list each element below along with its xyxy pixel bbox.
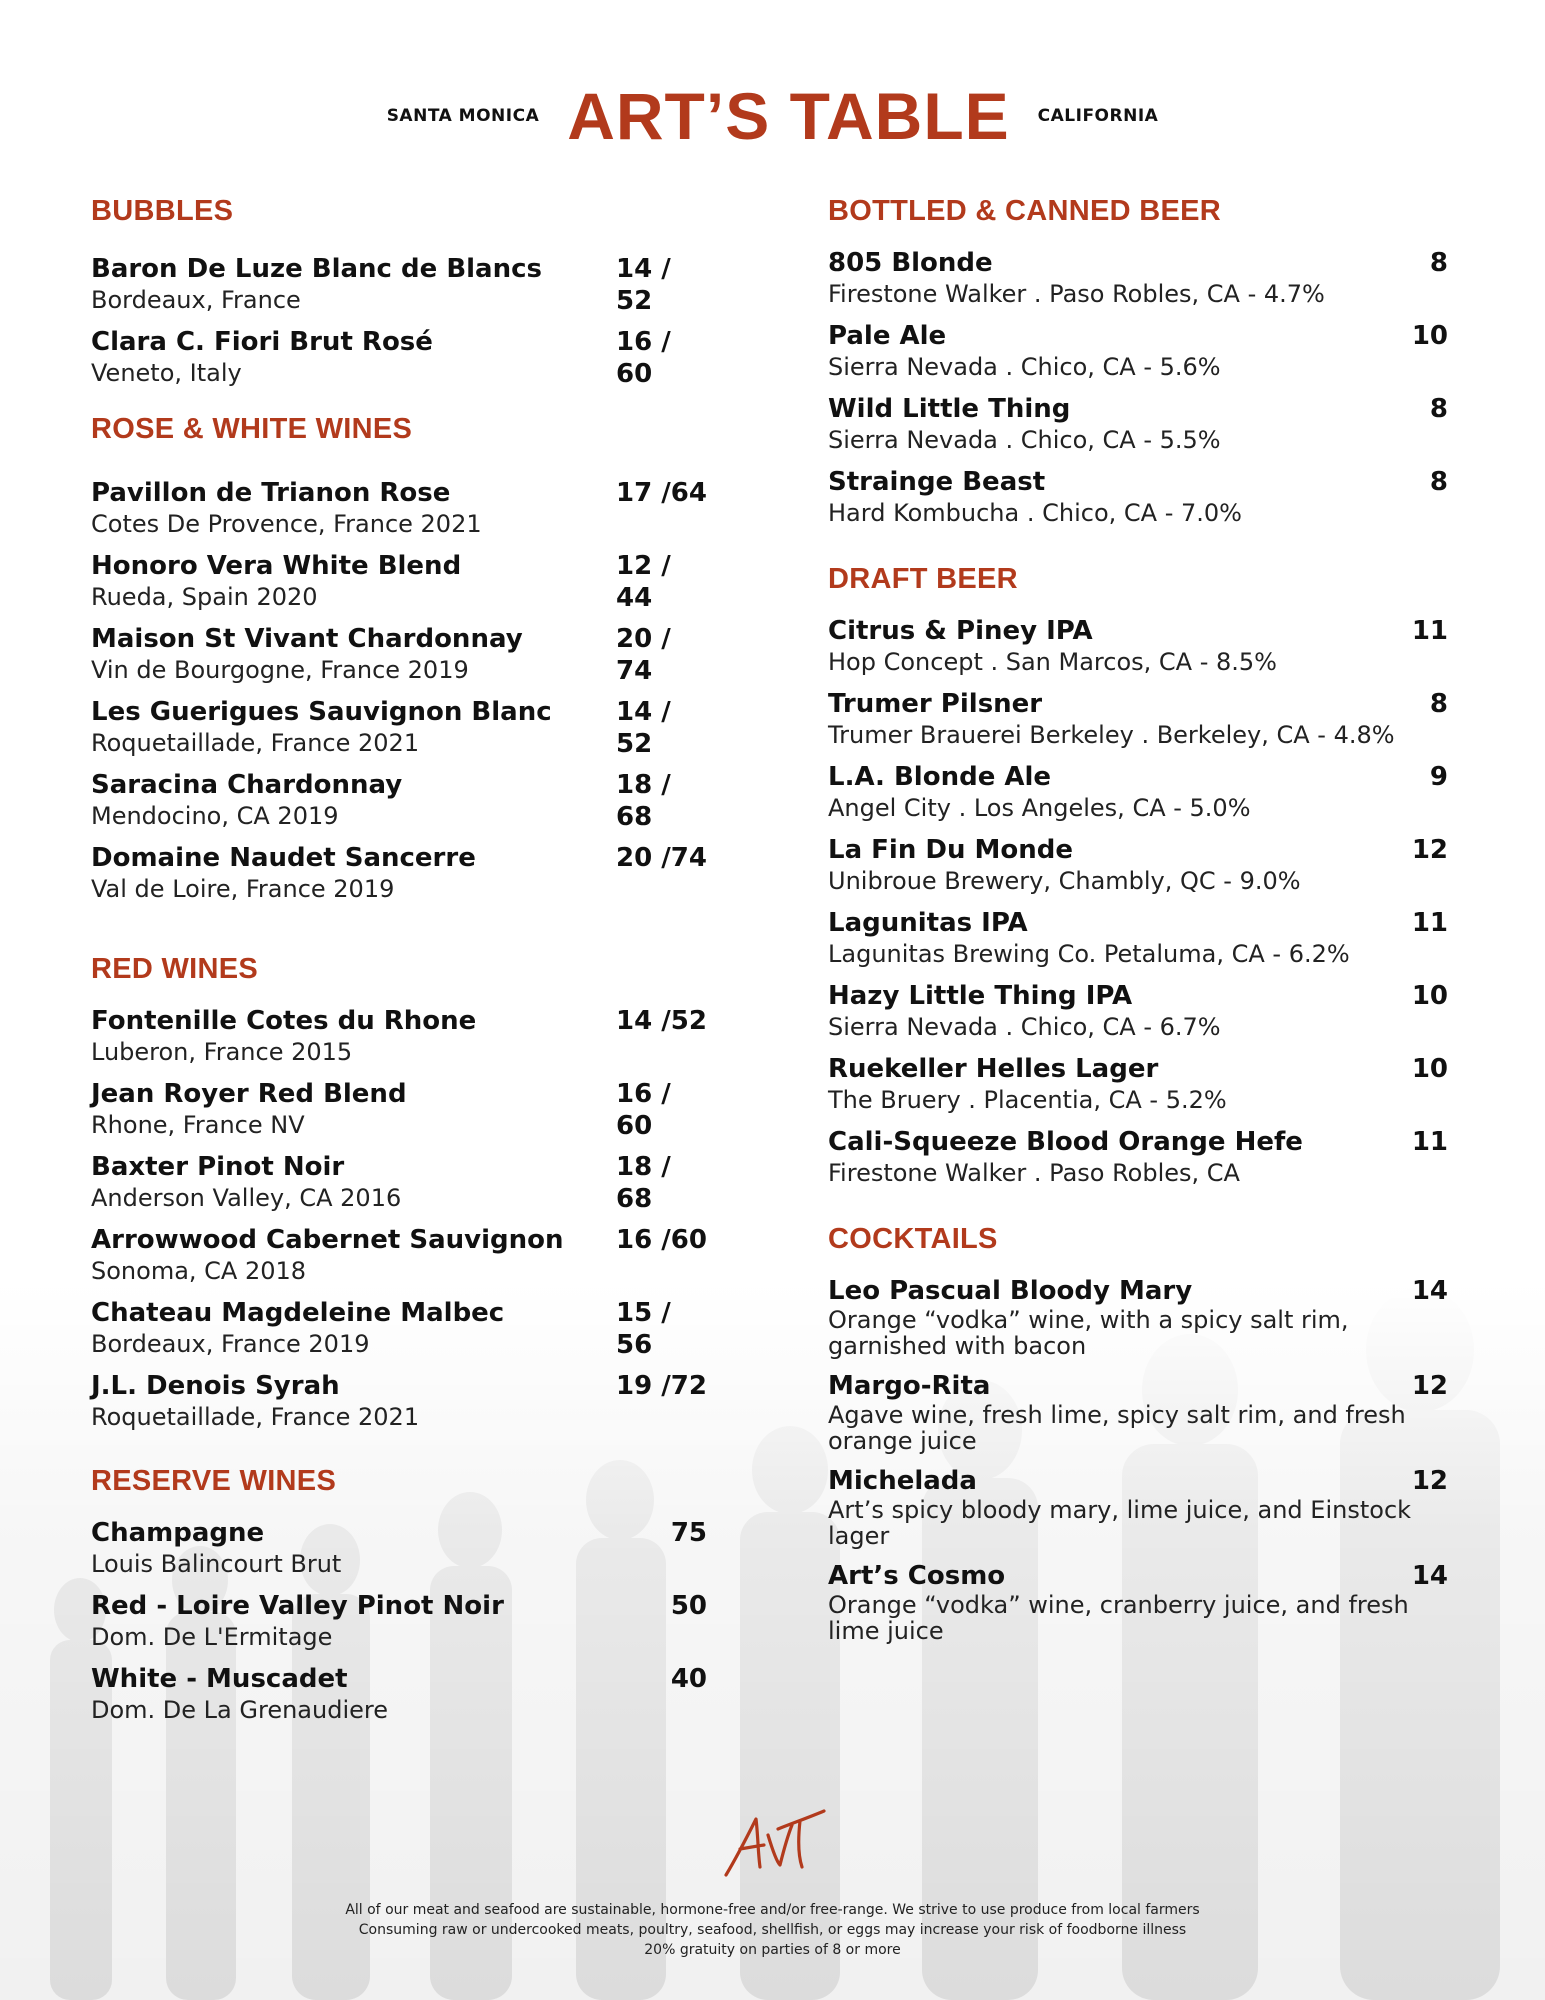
menu-item [828, 1053, 1448, 1115]
item-name: Domaine Naudet Sancerre [91, 843, 476, 873]
menu-item [828, 466, 1448, 528]
item-price: 8 [1429, 689, 1448, 719]
menu-item [91, 1224, 707, 1286]
item-name: Saracina Chardonnay [91, 770, 403, 800]
item-price: 10 [1411, 981, 1448, 1011]
item-desc: Agave wine, fresh lime, spicy salt rim, and fresh orange juice [828, 1401, 1406, 1455]
menu-item [828, 834, 1448, 896]
menu-item [828, 1560, 1448, 1644]
menu-item [91, 1590, 707, 1652]
item-desc: Angel City . Los Angeles, CA - 5.0% [828, 794, 1251, 822]
item-name: Margo-Rita [828, 1371, 991, 1401]
item-price: 12 [1411, 835, 1448, 865]
item-price: 11 [1411, 1127, 1448, 1157]
menu-item [828, 1275, 1448, 1359]
menu-item [91, 253, 707, 315]
item-name: Baron De Luze Blanc de Blancs [91, 254, 542, 284]
item-name: Baxter Pinot Noir [91, 1152, 345, 1182]
footer-notes [0, 1900, 1545, 1960]
item-price: 75 [670, 1518, 707, 1548]
item-name: Leo Pascual Bloody Mary [828, 1276, 1193, 1306]
item-desc: Dom. De L'Ermitage [91, 1623, 333, 1651]
item-name: Pale Ale [828, 321, 947, 351]
item-name: Arrowwood Cabernet Sauvignon [91, 1225, 564, 1255]
menu-item [91, 842, 707, 904]
item-name: White - Muscadet [91, 1664, 348, 1694]
item-price: 18 / 68 [616, 770, 671, 832]
item-desc: Sierra Nevada . Chico, CA - 5.6% [828, 353, 1221, 381]
item-desc: Sierra Nevada . Chico, CA - 5.5% [828, 426, 1221, 454]
item-price: 17 /64 [616, 478, 707, 508]
item-price: 20 / 74 [616, 624, 671, 686]
item-desc: Roquetaillade, France 2021 [91, 1403, 420, 1431]
item-price: 16 / 60 [616, 327, 671, 389]
item-desc: Unibroue Brewery, Chambly, QC - 9.0% [828, 867, 1301, 895]
menu-item [828, 615, 1448, 677]
item-price: 14 / 52 [616, 254, 671, 316]
item-price: 11 [1411, 908, 1448, 938]
item-price: 50 [670, 1591, 707, 1621]
item-name: Wild Little Thing [828, 394, 1071, 424]
item-price: 14 /52 [616, 1006, 707, 1036]
item-name: Maison St Vivant Chardonnay [91, 624, 523, 654]
item-price: 14 [1411, 1561, 1448, 1591]
footer-line-health-warning: Consuming raw or undercooked meats, poultry, seafood, shellfish, or eggs may increase your risk of foodborne illness [358, 1922, 1187, 1938]
item-desc: Vin de Bourgogne, France 2019 [91, 656, 469, 684]
menu-item [828, 1465, 1448, 1549]
menu-item [91, 1517, 707, 1579]
item-desc: Dom. De La Grenaudiere [91, 1696, 388, 1724]
item-price: 18 / 68 [616, 1152, 671, 1214]
item-price: 40 [670, 1664, 707, 1694]
menu-item [91, 1005, 707, 1067]
item-price: 10 [1411, 1054, 1448, 1084]
item-name: Red - Loire Valley Pinot Noir [91, 1591, 504, 1621]
item-desc: Lagunitas Brewing Co. Petaluma, CA - 6.2% [828, 940, 1350, 968]
item-desc: Bordeaux, France 2019 [91, 1330, 370, 1358]
item-desc: Firestone Walker . Paso Robles, CA [828, 1159, 1240, 1187]
item-desc: Bordeaux, France [91, 286, 301, 314]
section-title-draft-beer: DRAFT BEER [828, 563, 1018, 595]
location-right: CALIFORNIA [1037, 106, 1159, 126]
item-price: 11 [1411, 616, 1448, 646]
item-name: Trumer Pilsner [828, 689, 1043, 719]
menu-item [91, 477, 707, 539]
menu-item [828, 320, 1448, 382]
item-price: 9 [1429, 762, 1448, 792]
menu-item [828, 761, 1448, 823]
item-price: 14 / 52 [616, 697, 671, 759]
item-price: 12 / 44 [616, 551, 671, 613]
menu-item [828, 1126, 1448, 1188]
item-name: Michelada [828, 1466, 977, 1496]
item-name: Ruekeller Helles Lager [828, 1054, 1159, 1084]
item-name: Honoro Vera White Blend [91, 551, 462, 581]
item-price: 10 [1411, 321, 1448, 351]
item-price: 12 [1411, 1371, 1448, 1401]
menu-item [91, 1663, 707, 1725]
item-name: Fontenille Cotes du Rhone [91, 1006, 477, 1036]
item-name: Art’s Cosmo [828, 1561, 1006, 1591]
item-desc: Rueda, Spain 2020 [91, 583, 318, 611]
left-column [91, 195, 707, 1736]
item-name: Champagne [91, 1518, 265, 1548]
section-title-rose-white: ROSE & WHITE WINES [91, 413, 413, 445]
item-name: J.L. Denois Syrah [91, 1371, 340, 1401]
item-price: 12 [1411, 1466, 1448, 1496]
item-desc: Trumer Brauerei Berkeley . Berkeley, CA - 4.8% [828, 721, 1395, 749]
menu-item [828, 247, 1448, 309]
item-desc: Val de Loire, France 2019 [91, 875, 395, 903]
footer-line-sourcing: All of our meat and seafood are sustainable, hormone-free and/or free-range. We strive to use produce from local farmers [345, 1902, 1200, 1918]
item-name: Les Guerigues Sauvignon Blanc [91, 697, 552, 727]
item-desc: Art’s spicy bloody mary, lime juice, and Einstock lager [828, 1496, 1412, 1550]
item-name: Clara C. Fiori Brut Rosé [91, 327, 433, 357]
art-signature-icon [718, 1805, 830, 1883]
section-title-cocktails: COCKTAILS [828, 1223, 998, 1255]
restaurant-title: ART’S TABLE [567, 79, 1010, 153]
menu-item [91, 326, 707, 388]
item-desc: Cotes De Provence, France 2021 [91, 510, 482, 538]
menu-item [91, 1297, 707, 1359]
item-name: Pavillon de Trianon Rose [91, 478, 451, 508]
item-desc: Firestone Walker . Paso Robles, CA - 4.7% [828, 280, 1325, 308]
item-desc: Veneto, Italy [91, 359, 242, 387]
item-desc: Sonoma, CA 2018 [91, 1257, 307, 1285]
menu-item [91, 696, 707, 758]
item-price: 8 [1429, 248, 1448, 278]
menu-item [828, 980, 1448, 1042]
menu-item [91, 1078, 707, 1140]
item-desc: Mendocino, CA 2019 [91, 802, 339, 830]
section-title-reserve: RESERVE WINES [91, 1465, 337, 1497]
item-desc: Hard Kombucha . Chico, CA - 7.0% [828, 499, 1242, 527]
menu-item [91, 1151, 707, 1213]
item-name: Chateau Magdeleine Malbec [91, 1298, 505, 1328]
item-desc: Orange “vodka” wine, cranberry juice, and fresh lime juice [828, 1591, 1409, 1645]
item-desc: Sierra Nevada . Chico, CA - 6.7% [828, 1013, 1221, 1041]
item-name: Cali-Squeeze Blood Orange Hefe [828, 1127, 1303, 1157]
menu-item [828, 393, 1448, 455]
footer-line-gratuity: 20% gratuity on parties of 8 or more [644, 1942, 901, 1958]
item-name: 805 Blonde [828, 248, 993, 278]
item-price: 16 /60 [616, 1225, 707, 1255]
section-title-red: RED WINES [91, 953, 259, 985]
menu-item [828, 1370, 1448, 1454]
item-price: 16 / 60 [616, 1079, 671, 1141]
menu-item [828, 688, 1448, 750]
item-name: La Fin Du Monde [828, 835, 1074, 865]
header [0, 78, 1545, 154]
item-name: Lagunitas IPA [828, 908, 1028, 938]
section-title-bubbles: BUBBLES [91, 195, 234, 227]
menu-item [91, 623, 707, 685]
item-price: 8 [1429, 394, 1448, 424]
item-name: Citrus & Piney IPA [828, 616, 1093, 646]
item-desc: Hop Concept . San Marcos, CA - 8.5% [828, 648, 1277, 676]
item-price: 15 / 56 [616, 1298, 671, 1360]
item-desc: Roquetaillade, France 2021 [91, 729, 420, 757]
item-desc: Orange “vodka” wine, with a spicy salt rim, garnished with bacon [828, 1306, 1349, 1360]
menu-item [91, 1370, 707, 1432]
section-title-bottled-beer: BOTTLED & CANNED BEER [828, 195, 1221, 227]
item-name: Jean Royer Red Blend [91, 1079, 407, 1109]
item-name: L.A. Blonde Ale [828, 762, 1052, 792]
item-desc: Anderson Valley, CA 2016 [91, 1184, 402, 1212]
item-desc: Louis Balincourt Brut [91, 1550, 342, 1578]
item-name: Strainge Beast [828, 467, 1046, 497]
menu-item [91, 769, 707, 831]
menu-item [91, 550, 707, 612]
item-desc: The Bruery . Placentia, CA - 5.2% [828, 1086, 1227, 1114]
location-left: SANTA MONICA [386, 106, 540, 126]
menu-item [828, 907, 1448, 969]
item-desc: Rhone, France NV [91, 1111, 305, 1139]
item-desc: Luberon, France 2015 [91, 1038, 353, 1066]
item-price: 20 /74 [616, 843, 707, 873]
item-price: 19 /72 [616, 1371, 707, 1401]
right-column [828, 195, 1448, 1655]
reserve-list [91, 1517, 707, 1725]
item-price: 14 [1411, 1276, 1448, 1306]
item-name: Hazy Little Thing IPA [828, 981, 1133, 1011]
item-price: 8 [1429, 467, 1448, 497]
